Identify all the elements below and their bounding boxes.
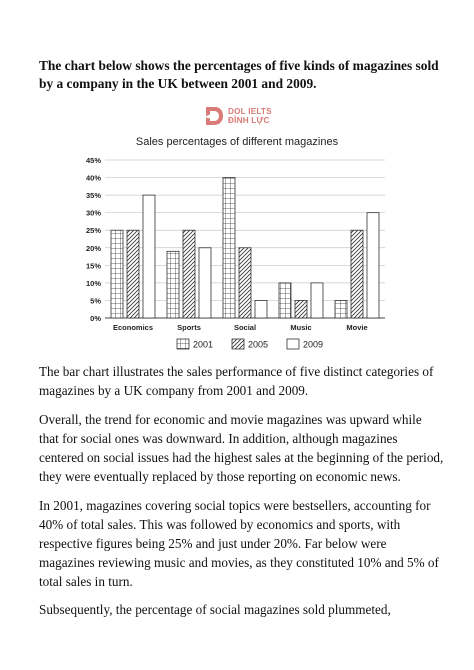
bar-movie-2001	[335, 300, 347, 318]
y-tick-label: 35%	[85, 191, 101, 201]
x-tick-label: Social	[233, 323, 257, 332]
chart-title: Sales percentages of different magazines	[135, 136, 339, 148]
x-tick-label: Sports	[177, 323, 201, 332]
bar-sports-2005	[183, 230, 195, 318]
y-tick-label: 45%	[85, 156, 101, 165]
logo-line-2: ĐÌNH LỰC	[228, 116, 270, 125]
legend-swatch-2005	[232, 339, 244, 349]
legend-swatch-2009	[287, 339, 299, 349]
y-tick-label: 30%	[85, 208, 101, 218]
bar-social-2009	[255, 300, 267, 318]
legend-label-2001: 2001	[193, 339, 214, 350]
y-tick-label: 0%	[90, 314, 101, 323]
bar-movie-2005	[351, 230, 363, 318]
bar-economics-2005	[127, 230, 139, 318]
legend-label-2005: 2005	[248, 339, 269, 350]
logo-line-1: DOL IELTS	[228, 107, 272, 116]
bar-sports-2001	[167, 251, 179, 318]
x-tick-label: Movie	[346, 323, 368, 332]
paragraph-4: Subsequently, the percentage of social magazines sold plummeted,	[39, 602, 391, 617]
bar-movie-2009	[367, 213, 379, 318]
paragraph-1: The bar chart illustrates the sales performance of five distinct categories of magazines by a UK company from 2001 and 2009.	[39, 364, 434, 398]
bar-social-2005	[239, 248, 251, 318]
x-tick-label: Music	[290, 323, 312, 332]
x-tick-label: Economics	[112, 323, 154, 332]
bar-music-2005	[295, 300, 307, 318]
bar-economics-2009	[143, 195, 155, 318]
bar-social-2001	[223, 178, 235, 318]
paragraph-2: Overall, the trend for economic and movie magazines was upward while that for social ones was downward. In addition, although magazines centered on social issues had the highest sales at the beginning of the period, they were eventually replaced by those reporting on economic news.	[39, 412, 444, 484]
logo-text	[228, 107, 272, 125]
bar-chart	[60, 128, 390, 360]
legend-swatch-2001	[177, 339, 189, 349]
bar-music-2001	[279, 283, 291, 318]
y-tick-label: 20%	[85, 243, 101, 253]
page-heading: The chart below shows the percentages of five kinds of magazines sold by a company in the UK between 2001 and 2009.	[39, 58, 439, 91]
y-tick-label: 5%	[90, 296, 101, 306]
y-tick-label: 25%	[85, 226, 101, 236]
paragraph-3: In 2001, magazines covering social topics were bestsellers, accounting for 40% of total sales. This was followed by economics and sports, with respective figures being 25% and just under 20%. Far below were magazines reviewing music and movies, as they constituted 10% and 5% of total sales in turn.	[39, 498, 439, 589]
legend-label-2009: 2009	[303, 339, 324, 350]
bar-sports-2009	[199, 248, 211, 318]
brand-logo	[204, 104, 294, 130]
y-tick-label: 10%	[85, 278, 101, 288]
y-tick-label: 15%	[85, 261, 101, 271]
bar-economics-2001	[111, 230, 123, 318]
y-tick-label: 40%	[85, 173, 101, 183]
logo-mark-icon	[204, 105, 224, 127]
bar-music-2009	[311, 283, 323, 318]
